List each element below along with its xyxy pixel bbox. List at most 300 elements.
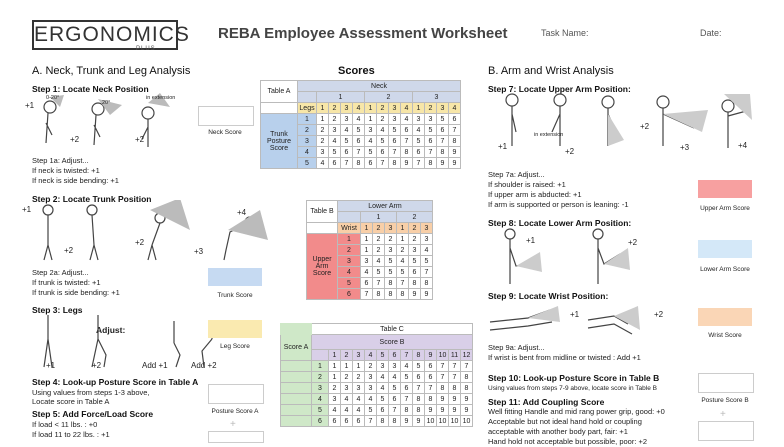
table-a-cell: 6 [377, 147, 389, 158]
table-b-cell: 3 [361, 256, 373, 267]
step1a-line-2: If neck is twisted: +1 [32, 166, 100, 175]
neck-mark-1: 0-20° [46, 95, 60, 101]
table-c-cell: 10 [461, 416, 473, 427]
table-c-cell: 8 [413, 405, 425, 416]
table-a-cell: 4 [341, 125, 353, 136]
table-b-cell: 6 [409, 267, 421, 278]
neck-col-1: 1 [317, 92, 365, 103]
table-c-cell: 3 [365, 372, 377, 383]
force-score-box[interactable] [208, 431, 264, 443]
trunk-row-header: 1 [298, 114, 317, 125]
step11-line-2: Acceptable but not ideal hand hold or coupling [488, 417, 642, 426]
score-b-col: 4 [365, 350, 377, 361]
step5-title: Step 5: Add Force/Load Score [32, 409, 154, 419]
trunk-row-header: 2 [298, 125, 317, 136]
table-c-cell: 8 [425, 394, 437, 405]
table-a-cell: 8 [437, 147, 449, 158]
score-a-row-header: 6 [312, 416, 329, 427]
table-b-cell: 4 [397, 256, 409, 267]
step7a-line-1: Step 7a: Adjust... [488, 170, 545, 179]
table-c-cell: 7 [413, 383, 425, 394]
table-c-cell: 2 [365, 361, 377, 372]
neck-score-box[interactable] [198, 106, 254, 126]
table-b-cell: 5 [409, 256, 421, 267]
lower-arm-score-box[interactable] [698, 240, 752, 258]
table-a-cell: 6 [329, 158, 341, 169]
table-b-cell: 3 [421, 234, 433, 245]
wrist-col: 1 [361, 223, 373, 234]
upper-arm-score-box[interactable] [698, 180, 752, 198]
wrist-angle-1: +1 [570, 310, 580, 319]
table-b-cell: 3 [409, 245, 421, 256]
score-a-pad [281, 416, 312, 427]
table-c-cell: 9 [449, 394, 461, 405]
step1-title: Step 1: Locate Neck Position [32, 84, 149, 94]
table-c-cell: 10 [425, 416, 437, 427]
step8-title: Step 8: Locate Lower Arm Position: [488, 218, 632, 228]
step9a-line-1: Step 9a: Adjust... [488, 343, 545, 352]
score-a-row-header: 1 [312, 361, 329, 372]
legs-col: 3 [437, 103, 449, 114]
table-c-cell: 4 [389, 372, 401, 383]
table-b-cell: 1 [361, 234, 373, 245]
table-b-cell: 8 [385, 278, 397, 289]
wrist-col: 1 [397, 223, 409, 234]
table-a-cell: 1 [365, 114, 377, 125]
legs-value-2: +2 [92, 361, 102, 370]
step11-line-3: acceptable with another body part, fair: +1 [488, 427, 628, 436]
table-b-cell: 4 [361, 267, 373, 278]
upper-angle-1: +1 [498, 142, 508, 151]
table-b-cell: 5 [421, 256, 433, 267]
table-b-cell: 6 [361, 278, 373, 289]
table-c-cell: 6 [377, 405, 389, 416]
posture-score-a-box[interactable] [208, 384, 264, 404]
wrist-col: 3 [385, 223, 397, 234]
table-a-cell: 3 [425, 114, 437, 125]
table-c-cell: 10 [449, 416, 461, 427]
table-b-cell: 5 [397, 267, 409, 278]
lower-angle-1: +1 [526, 236, 536, 245]
step7a-line-3: If upper arm is abducted: +1 [488, 190, 582, 199]
wrist-score-label: Wrist Score [708, 332, 742, 339]
table-a-cell: 2 [317, 136, 329, 147]
table-c-cell: 2 [353, 372, 365, 383]
score-b-col: 8 [413, 350, 425, 361]
table-c-cell: 1 [329, 372, 341, 383]
table-c-cell: 8 [413, 394, 425, 405]
step4-line-1: Using values from steps 1-3 above, [32, 388, 150, 397]
table-b-cell: 9 [421, 289, 433, 300]
trunk-angle-2: +2 [64, 246, 74, 255]
table-a-cell: 5 [353, 125, 365, 136]
table-c-cell: 7 [449, 361, 461, 372]
table-b-cell: 7 [421, 267, 433, 278]
table-b-cell: 5 [373, 267, 385, 278]
table-a-cell: 8 [425, 158, 437, 169]
table-c-cell: 9 [425, 405, 437, 416]
table-a-cell: 6 [353, 136, 365, 147]
table-a-cell: 1 [317, 114, 329, 125]
table-a-cell: 6 [389, 136, 401, 147]
table-a-cell: 5 [377, 136, 389, 147]
trunk-posture-score-label: Trunk Posture Score [261, 114, 298, 169]
table-a-cell: 3 [413, 114, 425, 125]
table-a-label: Table A [261, 81, 298, 103]
step9-title: Step 9: Locate Wrist Position: [488, 291, 609, 301]
adjust-label: Adjust: [96, 325, 126, 335]
legs-col: 2 [425, 103, 437, 114]
table-c-cell: 5 [413, 361, 425, 372]
lower-arm-col-1: 1 [361, 212, 397, 223]
table-c-cell: 9 [461, 394, 473, 405]
step1a-line-1: Step 1a: Adjust... [32, 156, 89, 165]
lower-arm-figures [494, 226, 634, 288]
legs-col: 1 [413, 103, 425, 114]
table-a-cell: 5 [389, 125, 401, 136]
step9a-line-2: If wrist is bent from midline or twisted : Add +1 [488, 353, 641, 362]
table-a-cell: 7 [413, 158, 425, 169]
score-a-row-header: 2 [312, 372, 329, 383]
neck-score-label: Neck Score [208, 129, 242, 136]
table-b-cell: 1 [397, 234, 409, 245]
table-a-cell: 4 [377, 125, 389, 136]
trunk-score-box[interactable] [208, 268, 262, 286]
table-b-cell: 8 [397, 289, 409, 300]
table-c-cell: 5 [377, 394, 389, 405]
legs-col: 1 [317, 103, 329, 114]
trunk-angle-5: +4 [237, 208, 247, 217]
legs-col: 3 [389, 103, 401, 114]
trunk-angle-1: +1 [22, 205, 32, 214]
table-a-cell: 4 [365, 136, 377, 147]
step2a-line-3: If trunk is side bending: +1 [32, 288, 120, 297]
step2-title: Step 2: Locate Trunk Position [32, 194, 152, 204]
neck-col-3: 3 [413, 92, 461, 103]
step2a-line-2: If trunk is twisted: +1 [32, 278, 101, 287]
score-a-pad [281, 383, 312, 394]
upper-arm-row-header: 5 [338, 278, 361, 289]
posture-score-b-box[interactable] [698, 373, 754, 393]
table-c-cell: 3 [353, 383, 365, 394]
plus-icon: + [230, 419, 236, 430]
table-c-cell: 6 [389, 394, 401, 405]
wrist-header: Wrist [338, 223, 361, 234]
legs-col: 1 [365, 103, 377, 114]
score-b-col: 9 [425, 350, 437, 361]
table-c-cell: 1 [353, 361, 365, 372]
neck-col-2: 2 [365, 92, 413, 103]
step5-line-1: If load < 11 lbs. : +0 [32, 420, 98, 429]
table-a-cell: 6 [437, 125, 449, 136]
score-b-col: 3 [353, 350, 365, 361]
upper-arm-row-header: 3 [338, 256, 361, 267]
task-name-label: Task Name: [541, 28, 589, 38]
wrist-figures [488, 300, 648, 340]
step7-title: Step 7: Locate Upper Arm Position: [488, 84, 631, 94]
table-a-cell: 4 [413, 125, 425, 136]
table-b [306, 200, 433, 300]
table-c-cell: 10 [437, 416, 449, 427]
neck-header: Neck [298, 81, 461, 92]
section-a-title: A. Neck, Trunk and Leg Analysis [32, 65, 191, 77]
score-b-col: 5 [377, 350, 389, 361]
step10-text: Using values from steps 7-9 above, locate score in Table B [488, 385, 657, 392]
leg-score-label: Leg Score [220, 343, 250, 350]
score-b-col: 7 [401, 350, 413, 361]
table-a-cell: 8 [389, 158, 401, 169]
legs-value-1: +1 [46, 361, 56, 370]
upper-arm-row-header: 4 [338, 267, 361, 278]
upper-arm-row-header: 6 [338, 289, 361, 300]
table-c-cell: 7 [389, 405, 401, 416]
table-b-cell: 7 [397, 278, 409, 289]
table-b-cell: 2 [385, 234, 397, 245]
score-a-pad [281, 372, 312, 383]
score-b-col: 1 [329, 350, 341, 361]
table-b-cell: 8 [385, 289, 397, 300]
table-c-cell: 9 [413, 416, 425, 427]
table-a-cell: 6 [413, 147, 425, 158]
table-a-cell: 6 [401, 125, 413, 136]
table-a-cell: 3 [389, 114, 401, 125]
logo: ERGONOMICS [32, 20, 178, 50]
table-c-cell: 3 [389, 361, 401, 372]
table-a-cell: 8 [449, 136, 461, 147]
table-a-cell: 5 [329, 147, 341, 158]
trunk-row-header: 4 [298, 147, 317, 158]
table-c-cell: 1 [329, 361, 341, 372]
score-a-header: Score A [281, 335, 312, 361]
table-a-cell: 3 [317, 147, 329, 158]
neck-angle-2: +2 [70, 135, 80, 144]
step2a-line-1: Step 2a: Adjust... [32, 268, 89, 277]
trunk-score-label: Trunk Score [217, 292, 253, 299]
table-a-cell: 2 [377, 114, 389, 125]
step4-line-2: Locate score in Table A [32, 397, 110, 406]
table-b-cell: 2 [397, 245, 409, 256]
table-b-cell: 5 [385, 256, 397, 267]
page-title: REBA Employee Assessment Worksheet [218, 25, 508, 42]
plus-icon: + [720, 409, 726, 420]
table-c-cell: 9 [449, 405, 461, 416]
table-a-cell: 4 [401, 114, 413, 125]
upper-arm-figures [488, 90, 758, 160]
posture-score-b-label: Posture Score B [701, 397, 749, 404]
table-a-cell: 7 [353, 147, 365, 158]
table-c-cell: 6 [341, 416, 353, 427]
table-b-label: Table B [307, 201, 338, 223]
leg-score-box[interactable] [208, 320, 262, 338]
table-b-cell: 8 [421, 278, 433, 289]
table-b-cell: 8 [409, 278, 421, 289]
table-a-cell: 8 [401, 147, 413, 158]
trunk-angle-3: +2 [135, 238, 145, 247]
table-a-cell: 3 [365, 125, 377, 136]
table-c-cell: 9 [461, 405, 473, 416]
legs-col: 3 [341, 103, 353, 114]
table-b-cell: 1 [361, 245, 373, 256]
wrist-col: 2 [409, 223, 421, 234]
table-c-cell: 7 [365, 416, 377, 427]
table-a-cell: 4 [317, 158, 329, 169]
upper-arm-score-label: Upper Arm Score [700, 205, 750, 212]
table-a-cell: 5 [437, 114, 449, 125]
table-a-cell: 5 [413, 136, 425, 147]
table-c-cell: 3 [377, 361, 389, 372]
table-c-cell: 7 [425, 383, 437, 394]
table-c-cell: 2 [329, 383, 341, 394]
neck-mark-2: 20° [102, 100, 111, 106]
upper-arm-row-header: 1 [338, 234, 361, 245]
step11-line-4: Hand hold not acceptable but possible, poor: +2 [488, 437, 648, 446]
table-b-cell: 7 [373, 278, 385, 289]
table-b-cell: 8 [373, 289, 385, 300]
table-c-cell: 4 [329, 405, 341, 416]
table-a-cell: 9 [437, 158, 449, 169]
step11-line-1: Well fitting Handle and mid rang power grip, good: +0 [488, 407, 665, 416]
neck-angle-3: +2 [135, 135, 145, 144]
table-b-cell: 2 [373, 245, 385, 256]
table-c-cell: 5 [365, 405, 377, 416]
score-b-header: Score B [312, 335, 473, 350]
score-a-pad [281, 394, 312, 405]
table-c-cell: 4 [401, 361, 413, 372]
legs-col: 4 [353, 103, 365, 114]
upper-angle-3: +2 [640, 122, 650, 131]
table-c-cell: 7 [401, 394, 413, 405]
wrist-angle-2: +2 [654, 310, 664, 319]
section-b-title: B. Arm and Wrist Analysis [488, 65, 614, 77]
scores-title: Scores [338, 65, 375, 77]
table-b-cell: 2 [373, 234, 385, 245]
table-c-label: Table C [312, 324, 473, 335]
table-a-cell: 2 [329, 114, 341, 125]
step4-title: Step 4: Look-up Posture Score in Table A [32, 377, 199, 387]
legs-col: 2 [329, 103, 341, 114]
lower-arm-score-label: Lower Arm Score [700, 266, 750, 273]
table-b-cell: 4 [373, 256, 385, 267]
score-b-col: 6 [389, 350, 401, 361]
table-c-cell: 7 [461, 361, 473, 372]
lower-arm-header: Lower Arm [338, 201, 433, 212]
table-c-cell: 1 [341, 361, 353, 372]
table-c-cell: 7 [437, 372, 449, 383]
table-a-cell: 7 [389, 147, 401, 158]
table-a-cell: 6 [365, 158, 377, 169]
upper-arm-score-header: Upper Arm Score [307, 234, 338, 300]
step7a-line-2: If shoulder is raised: +1 [488, 180, 566, 189]
table-c-cell: 9 [401, 416, 413, 427]
legs-col: 4 [401, 103, 413, 114]
table-a-cell: 4 [353, 114, 365, 125]
table-a-cell: 5 [341, 136, 353, 147]
table-c-cell: 6 [329, 416, 341, 427]
legs-col: 2 [377, 103, 389, 114]
logo-plus: PLUS [136, 46, 156, 52]
trunk-angle-4: +3 [194, 247, 204, 256]
table-c-cell: 8 [377, 416, 389, 427]
table-c-cell: 8 [461, 383, 473, 394]
table-c-cell: 3 [329, 394, 341, 405]
table-a-cell: 5 [365, 147, 377, 158]
table-c-cell: 2 [341, 372, 353, 383]
wrist-score-box[interactable] [698, 308, 752, 326]
table-b-cell: 5 [385, 267, 397, 278]
trunk-row-header: 3 [298, 136, 317, 147]
table-c-cell: 4 [377, 383, 389, 394]
table-c-cell: 8 [449, 383, 461, 394]
neck-mark-3: in extension [146, 95, 176, 101]
table-a-cell: 4 [329, 136, 341, 147]
score-b-col: 2 [341, 350, 353, 361]
table-c-cell: 8 [389, 416, 401, 427]
table-b-cell: 4 [421, 245, 433, 256]
upper-mark-2: in extension [534, 132, 564, 138]
table-a-cell: 3 [329, 125, 341, 136]
table-c [280, 323, 473, 427]
table-c-cell: 8 [461, 372, 473, 383]
table-b-cell: 3 [385, 245, 397, 256]
score-b-col: 10 [437, 350, 449, 361]
table-a-cell: 2 [317, 125, 329, 136]
score-a-row-header: 5 [312, 405, 329, 416]
step3-title: Step 3: Legs [32, 305, 83, 315]
score-a-pad [281, 405, 312, 416]
table-a-cell: 7 [401, 136, 413, 147]
table-c-cell: 6 [401, 383, 413, 394]
table-c-cell: 7 [449, 372, 461, 383]
step10-title: Step 10: Look-up Posture Score in Table B [488, 373, 660, 383]
legs-col: 4 [449, 103, 461, 114]
table-b-cell: 7 [361, 289, 373, 300]
legs-value-3: Add +1 [142, 361, 168, 370]
table-c-cell: 8 [401, 405, 413, 416]
table-c-cell: 5 [389, 383, 401, 394]
upper-angle-2: +2 [565, 147, 575, 156]
date-label: Date: [700, 28, 722, 38]
legs-header: Legs [299, 104, 315, 112]
table-c-cell: 5 [401, 372, 413, 383]
step11-title: Step 11: Add Coupling Score [488, 397, 605, 407]
table-a-cell: 6 [341, 147, 353, 158]
table-c-cell: 6 [353, 416, 365, 427]
table-c-cell: 4 [365, 394, 377, 405]
table-a-cell: 3 [341, 114, 353, 125]
table-c-cell: 6 [413, 372, 425, 383]
table-a-cell: 7 [449, 125, 461, 136]
table-c-cell: 8 [437, 383, 449, 394]
step5-line-2: If load 11 to 22 lbs. : +1 [32, 430, 110, 439]
wrist-col: 2 [373, 223, 385, 234]
neck-angle-1: +1 [25, 101, 35, 110]
table-c-cell: 4 [341, 405, 353, 416]
table-c-cell: 4 [341, 394, 353, 405]
table-c-cell: 9 [437, 394, 449, 405]
wrist-col: 3 [421, 223, 433, 234]
table-a-cell: 7 [437, 136, 449, 147]
table-a-cell: 6 [425, 136, 437, 147]
score-a-row-header: 3 [312, 383, 329, 394]
table-a-cell: 7 [425, 147, 437, 158]
score-b-col: 11 [449, 350, 461, 361]
table-b-cell: 9 [409, 289, 421, 300]
coupling-score-box[interactable] [698, 421, 754, 441]
table-c-cell: 7 [437, 361, 449, 372]
table-c-cell: 4 [377, 372, 389, 383]
table-a-cell: 7 [341, 158, 353, 169]
table-a-cell: 9 [449, 158, 461, 169]
